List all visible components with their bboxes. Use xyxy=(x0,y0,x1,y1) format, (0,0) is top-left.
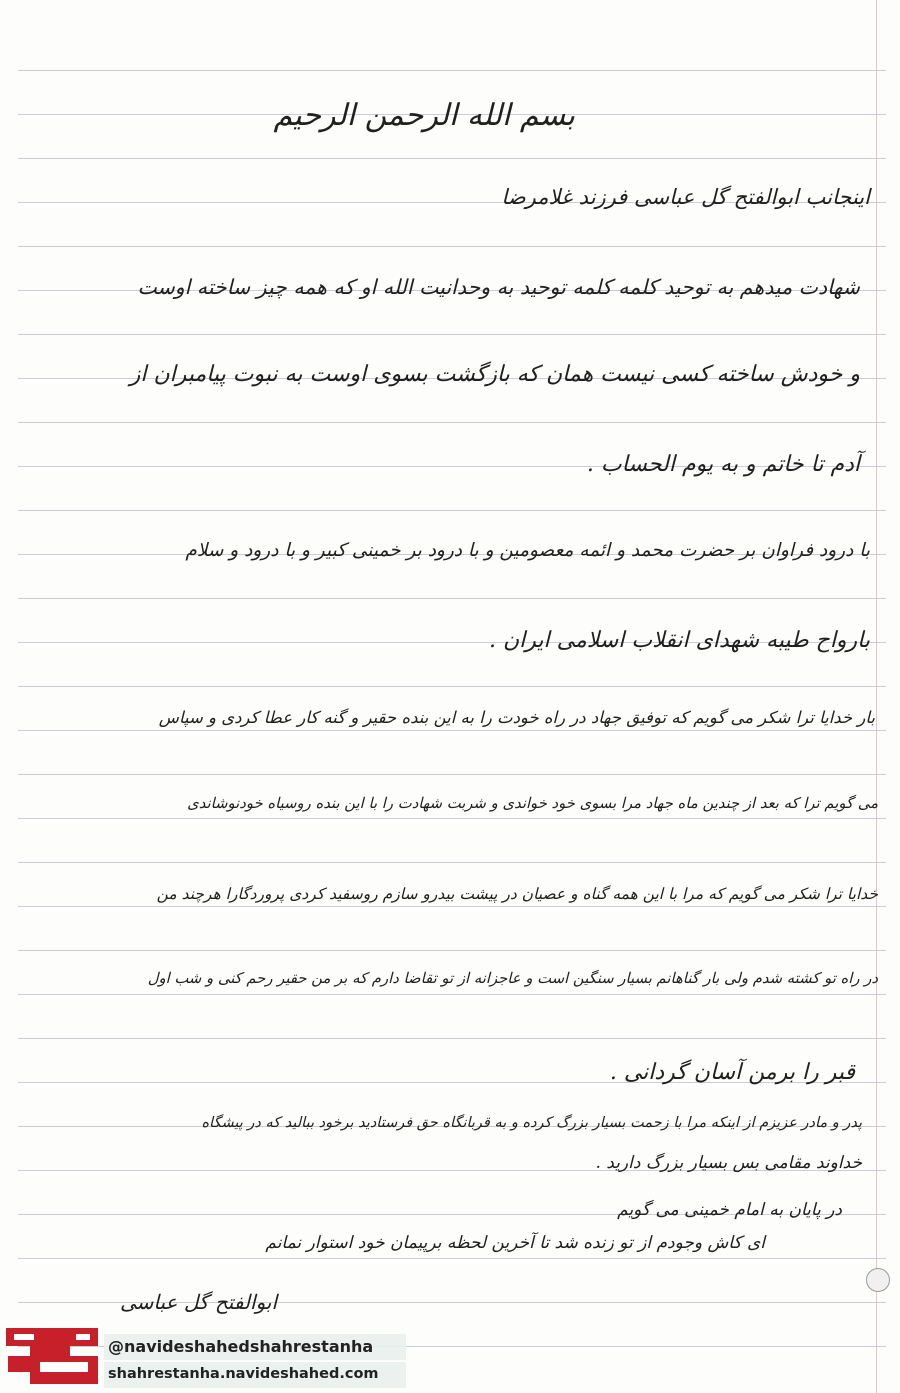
ruled-line xyxy=(18,158,886,159)
letter-line-7: بار خدایا ترا شکر می گویم که توفیق جهاد در راه خودت را به این بنده حقیر و گنه کار عطا کردی و سپاس xyxy=(158,708,875,727)
letter-line-4: آدم تا خاتم و به یوم الحساب . xyxy=(586,452,860,477)
letter-note-line-2: خداوند مقامی بس بسیار بزرگ دارید . xyxy=(595,1153,862,1173)
signature: ابوالفتح گل عباسی xyxy=(120,1290,278,1314)
ruled-line xyxy=(18,1258,886,1259)
ruled-line xyxy=(18,334,886,335)
letter-line-9: خدایا ترا شکر می گویم که مرا با این همه گناه و عصیان در پیشت بیدرو سازم روسفید کردی پروردگارا هرچند من xyxy=(156,885,878,903)
ruled-line xyxy=(18,862,886,863)
letter-note-line-1: پدر و مادر عزیزم از اینکه مرا با زحمت بسیار بزرگ کرده و به قربانگاه حق فرستادید برخود ببالید که در پیشگاه xyxy=(201,1115,862,1131)
letter-line-3: و خودش ساخته کسی نیست همان که بازگشت بسوی اوست به نبوت پیامبران از xyxy=(129,362,860,387)
ruled-line xyxy=(18,598,886,599)
ruled-line xyxy=(18,686,886,687)
letter-line-1: اینجانب ابوالفتح گل عباسی فرزند غلامرضا xyxy=(501,185,870,209)
ruled-line xyxy=(18,774,886,775)
ruled-line xyxy=(18,994,886,995)
letter-line-8: می گویم ترا که بعد از چندین ماه جهاد مرا بسوی خود خواندی و شربت شهادت را با این بنده روسیاه خودنوشاندی xyxy=(187,795,878,812)
ruled-line xyxy=(18,730,886,731)
letter-line-6: بارواح طیبه شهدای انقلاب اسلامی ایران . xyxy=(488,628,870,653)
ruled-line xyxy=(18,510,886,511)
letter-heading: بسم الله الرحمن الرحیم xyxy=(273,98,575,133)
ruled-line xyxy=(18,818,886,819)
ruled-line xyxy=(18,950,886,951)
navideshahed-logo-icon xyxy=(0,1322,104,1390)
letter-line-5: با درود فراوان بر حضرت محمد و ائمه معصومین و با درود بر خمینی کبیر و با درود و سلام xyxy=(185,540,870,561)
ruled-line xyxy=(18,1038,886,1039)
letter-note-line-4: ای کاش وجودم از تو زنده شد تا آخرین لحظه برپیمان خود استوار نمانم xyxy=(265,1233,765,1253)
page-margin-line xyxy=(876,0,877,1393)
letter-line-2: شهادت میدهم به توحید کلمه کلمه توحید به وحدانیت الله او که همه چیز ساخته اوست xyxy=(137,275,860,299)
ruled-line xyxy=(18,70,886,71)
watermark-site: shahrestanha.navideshahed.com xyxy=(108,1366,379,1382)
letter-note-line-3: در پایان به امام خمینی می گویم xyxy=(617,1200,842,1220)
ruled-line xyxy=(18,246,886,247)
ruled-line xyxy=(18,422,886,423)
letter-line-10: در راه تو کشته شدم ولی بار گناهانم بسیار سنگین است و عاجزانه از تو تقاضا دارم که بر من حقیر رحم کنی و شب اول xyxy=(147,970,878,987)
watermark-handle: @navideshahedshahrestanha xyxy=(108,1337,374,1356)
letter-line-11: قبر را برمن آسان گردانی . xyxy=(609,1060,855,1085)
ruled-line xyxy=(18,906,886,907)
ink-dot-mark xyxy=(866,1268,890,1292)
